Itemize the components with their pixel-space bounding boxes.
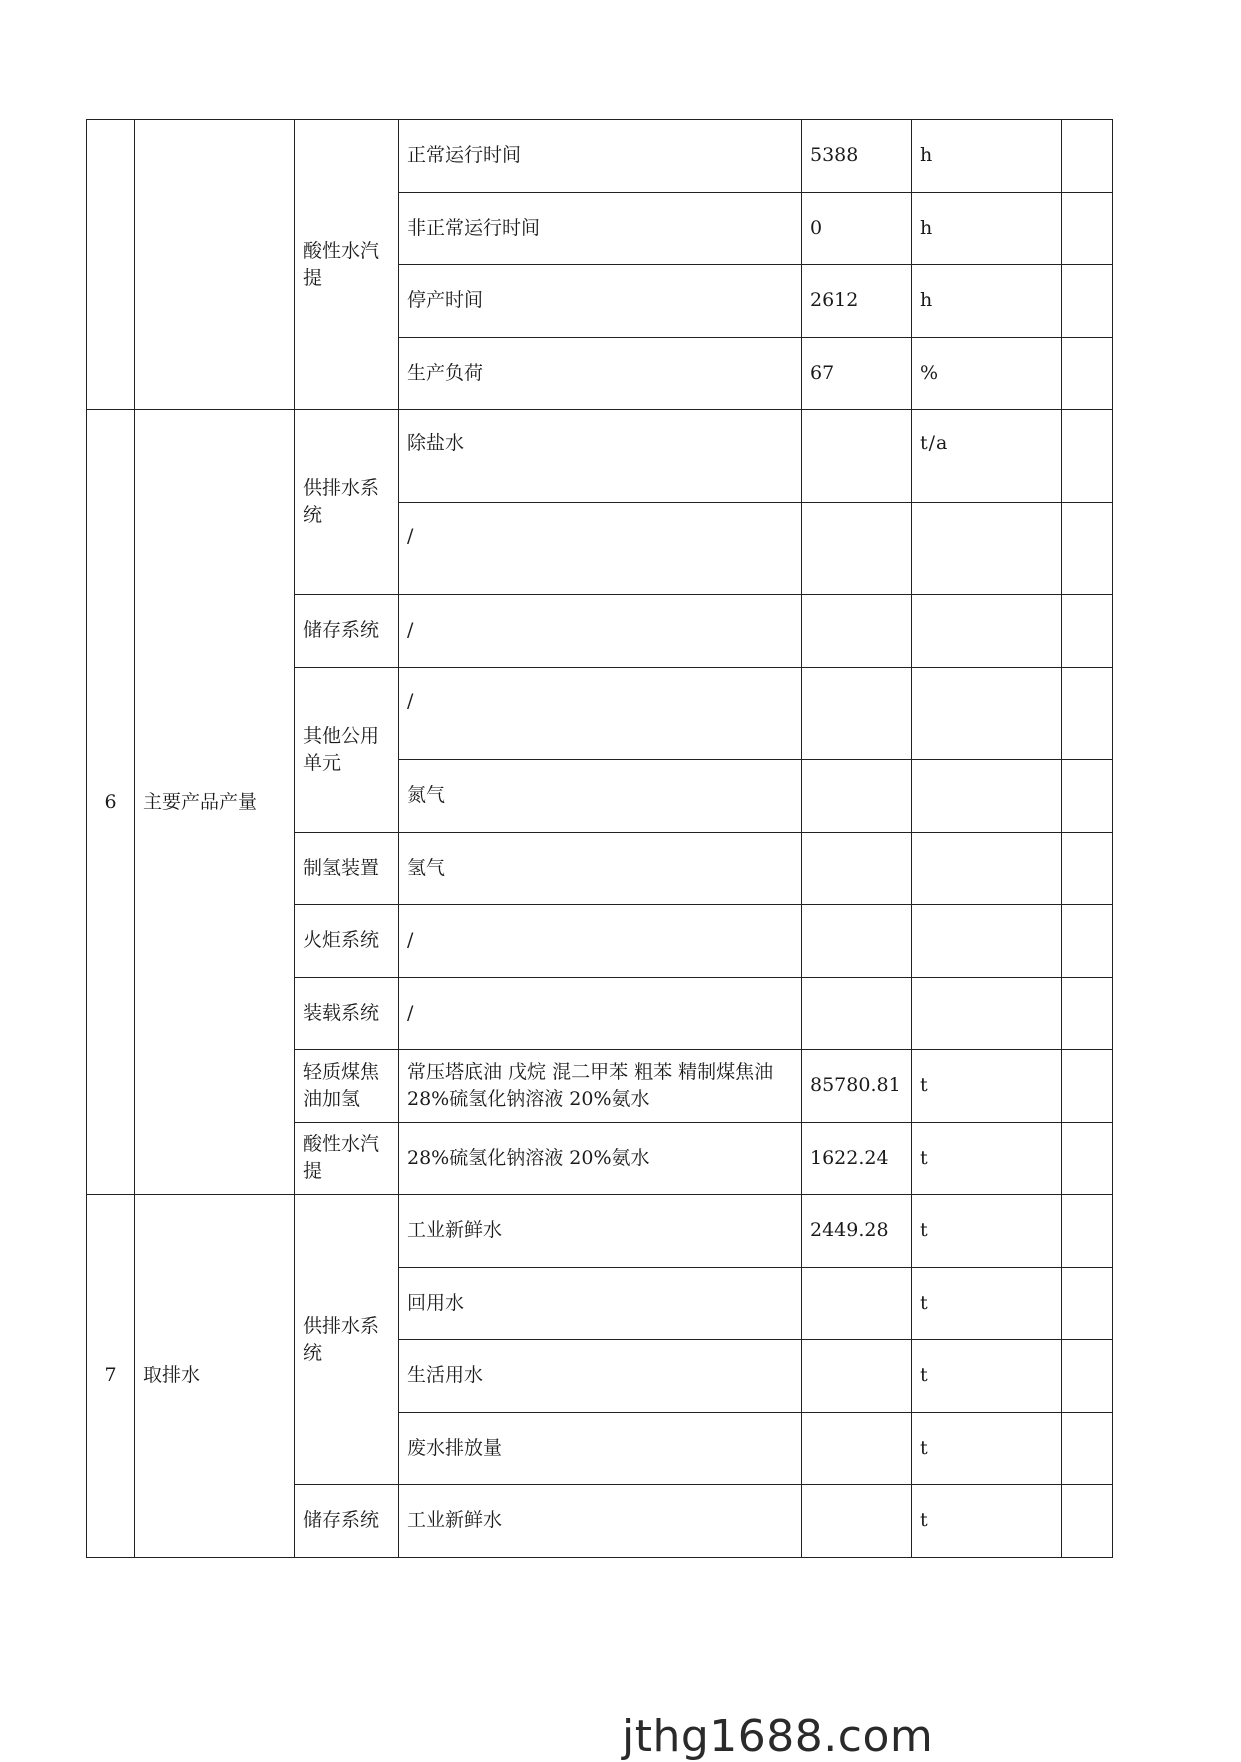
- note-cell: [1062, 905, 1113, 978]
- unit-name-cell: 火炬系统: [295, 905, 399, 978]
- value-cell: 0: [802, 192, 912, 265]
- unit-cell: h: [912, 120, 1062, 193]
- unit-cell: h: [912, 265, 1062, 338]
- unit-cell: t/a: [912, 410, 1062, 503]
- table-row: [87, 120, 1113, 193]
- item-cell: 氮气: [399, 760, 802, 833]
- unit-cell: [912, 760, 1062, 833]
- unit-name-cell: 储存系统: [295, 1485, 399, 1558]
- category-cell: [135, 120, 295, 410]
- unit-name-cell: 酸性水汽提: [295, 1122, 399, 1195]
- row-number: [87, 120, 135, 410]
- unit-cell: t: [912, 1050, 1062, 1123]
- item-cell: 常压塔底油 戊烷 混二甲苯 粗苯 精制煤焦油 28%硫氢化钠溶液 20%氨水: [399, 1050, 802, 1123]
- value-cell: 2449.28: [802, 1195, 912, 1268]
- item-cell: 非正常运行时间: [399, 192, 802, 265]
- item-cell: /: [399, 502, 802, 595]
- note-cell: [1062, 595, 1113, 668]
- unit-name-cell: 装载系统: [295, 977, 399, 1050]
- value-cell: [802, 502, 912, 595]
- item-cell: 工业新鲜水: [399, 1485, 802, 1558]
- row-number: 6: [87, 410, 135, 1195]
- unit-cell: t: [912, 1485, 1062, 1558]
- note-cell: [1062, 265, 1113, 338]
- note-cell: [1062, 1050, 1113, 1123]
- value-cell: [802, 1485, 912, 1558]
- unit-cell: [912, 502, 1062, 595]
- category-cell: 取排水: [135, 1195, 295, 1558]
- item-cell: 停产时间: [399, 265, 802, 338]
- row-number: 7: [87, 1195, 135, 1558]
- unit-cell: [912, 905, 1062, 978]
- unit-name-cell: 储存系统: [295, 595, 399, 668]
- note-cell: [1062, 1340, 1113, 1413]
- item-cell: 生活用水: [399, 1340, 802, 1413]
- item-cell: /: [399, 977, 802, 1050]
- item-cell: 回用水: [399, 1267, 802, 1340]
- unit-cell: t: [912, 1340, 1062, 1413]
- note-cell: [1062, 120, 1113, 193]
- value-cell: [802, 1340, 912, 1413]
- unit-cell: [912, 667, 1062, 760]
- value-cell: [802, 410, 912, 503]
- item-cell: 28%硫氢化钠溶液 20%氨水: [399, 1122, 802, 1195]
- value-cell: 67: [802, 337, 912, 410]
- note-cell: [1062, 337, 1113, 410]
- value-cell: 5388: [802, 120, 912, 193]
- item-cell: 氢气: [399, 832, 802, 905]
- item-cell: /: [399, 667, 802, 760]
- item-cell: /: [399, 595, 802, 668]
- unit-cell: t: [912, 1267, 1062, 1340]
- value-cell: [802, 1267, 912, 1340]
- item-cell: 生产负荷: [399, 337, 802, 410]
- unit-name-cell: 供排水系统: [295, 410, 399, 595]
- unit-name-cell: 制氢装置: [295, 832, 399, 905]
- category-cell: 主要产品产量: [135, 410, 295, 1195]
- unit-name-cell: 其他公用单元: [295, 667, 399, 832]
- note-cell: [1062, 1485, 1113, 1558]
- item-cell: 工业新鲜水: [399, 1195, 802, 1268]
- watermark: jthg1688.com: [622, 1711, 934, 1762]
- value-cell: [802, 760, 912, 833]
- note-cell: [1062, 832, 1113, 905]
- unit-cell: [912, 595, 1062, 668]
- table-row: [87, 1195, 1113, 1268]
- note-cell: [1062, 502, 1113, 595]
- unit-cell: [912, 977, 1062, 1050]
- value-cell: 85780.81: [802, 1050, 912, 1123]
- item-cell: 除盐水: [399, 410, 802, 503]
- value-cell: 2612: [802, 265, 912, 338]
- data-table: [86, 119, 1113, 1558]
- note-cell: [1062, 1412, 1113, 1485]
- table-row: [87, 410, 1113, 503]
- unit-name-cell: 轻质煤焦油加氢: [295, 1050, 399, 1123]
- item-cell: 正常运行时间: [399, 120, 802, 193]
- note-cell: [1062, 1267, 1113, 1340]
- note-cell: [1062, 667, 1113, 760]
- unit-cell: t: [912, 1195, 1062, 1268]
- note-cell: [1062, 1195, 1113, 1268]
- unit-cell: %: [912, 337, 1062, 410]
- value-cell: [802, 905, 912, 978]
- value-cell: [802, 977, 912, 1050]
- item-cell: /: [399, 905, 802, 978]
- note-cell: [1062, 977, 1113, 1050]
- unit-name-cell: 酸性水汽提: [295, 120, 399, 410]
- note-cell: [1062, 1122, 1113, 1195]
- value-cell: [802, 667, 912, 760]
- unit-name-cell: 供排水系统: [295, 1195, 399, 1485]
- value-cell: [802, 595, 912, 668]
- value-cell: [802, 832, 912, 905]
- unit-cell: t: [912, 1412, 1062, 1485]
- note-cell: [1062, 760, 1113, 833]
- unit-cell: t: [912, 1122, 1062, 1195]
- value-cell: 1622.24: [802, 1122, 912, 1195]
- note-cell: [1062, 410, 1113, 503]
- unit-cell: h: [912, 192, 1062, 265]
- value-cell: [802, 1412, 912, 1485]
- unit-cell: [912, 832, 1062, 905]
- item-cell: 废水排放量: [399, 1412, 802, 1485]
- note-cell: [1062, 192, 1113, 265]
